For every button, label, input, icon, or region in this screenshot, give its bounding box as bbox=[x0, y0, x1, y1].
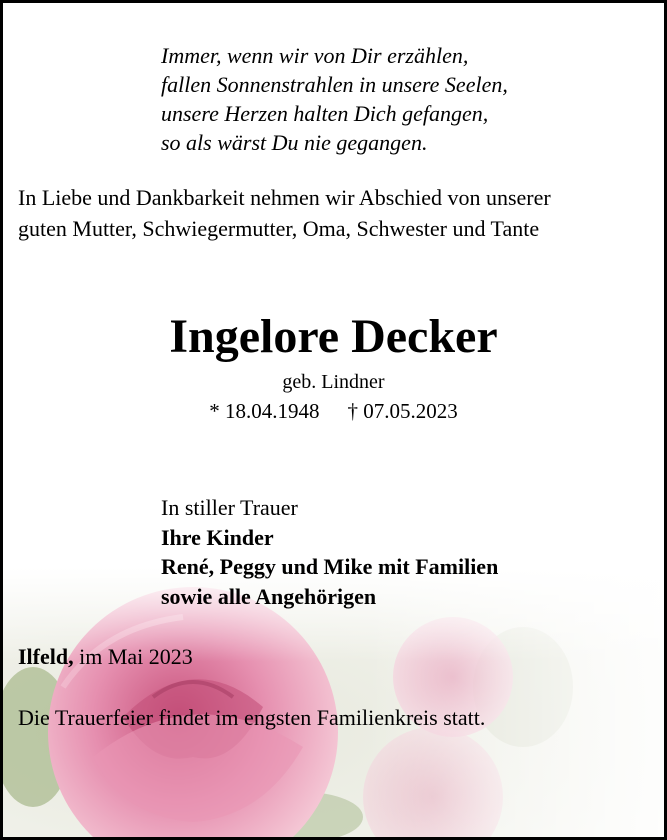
mourner-line: René, Peggy und Mike mit Familien bbox=[161, 554, 499, 579]
funeral-notice: Die Trauerfeier findet im engsten Familienkreis statt. bbox=[18, 705, 486, 730]
intro-line: In Liebe und Dankbarkeit nehmen wir Abschied von unserer bbox=[18, 185, 551, 210]
poem-line: unsere Herzen halten Dich gefangen, bbox=[161, 101, 489, 126]
place-date bbox=[18, 644, 193, 670]
poem-line: fallen Sonnenstrahlen in unsere Seelen, bbox=[161, 72, 508, 97]
farewell-intro bbox=[18, 182, 551, 244]
poem-line: Immer, wenn wir von Dir erzählen, bbox=[161, 43, 469, 68]
mourner-line: sowie alle Angehörigen bbox=[161, 583, 377, 609]
birth-name: geb. Lindner bbox=[282, 371, 385, 393]
notice-content bbox=[3, 3, 664, 837]
memorial-poem bbox=[161, 41, 508, 157]
birth-date: * 18.04.1948 bbox=[209, 399, 320, 423]
poem-line: so als wärst Du nie gegangen. bbox=[161, 130, 428, 155]
intro-line: guten Mutter, Schwiegermutter, Oma, Schwester und Tante bbox=[18, 216, 540, 241]
life-dates bbox=[3, 399, 664, 424]
mourners-intro: In stiller Trauer bbox=[161, 495, 298, 520]
death-date: † 07.05.2023 bbox=[347, 399, 458, 423]
date: im Mai 2023 bbox=[73, 644, 193, 669]
town: Ilfeld, bbox=[18, 644, 74, 669]
deceased-name: Ingelore Decker bbox=[169, 310, 498, 363]
mourners-block bbox=[161, 493, 498, 611]
mourner-line: Ihre Kinder bbox=[161, 524, 274, 550]
